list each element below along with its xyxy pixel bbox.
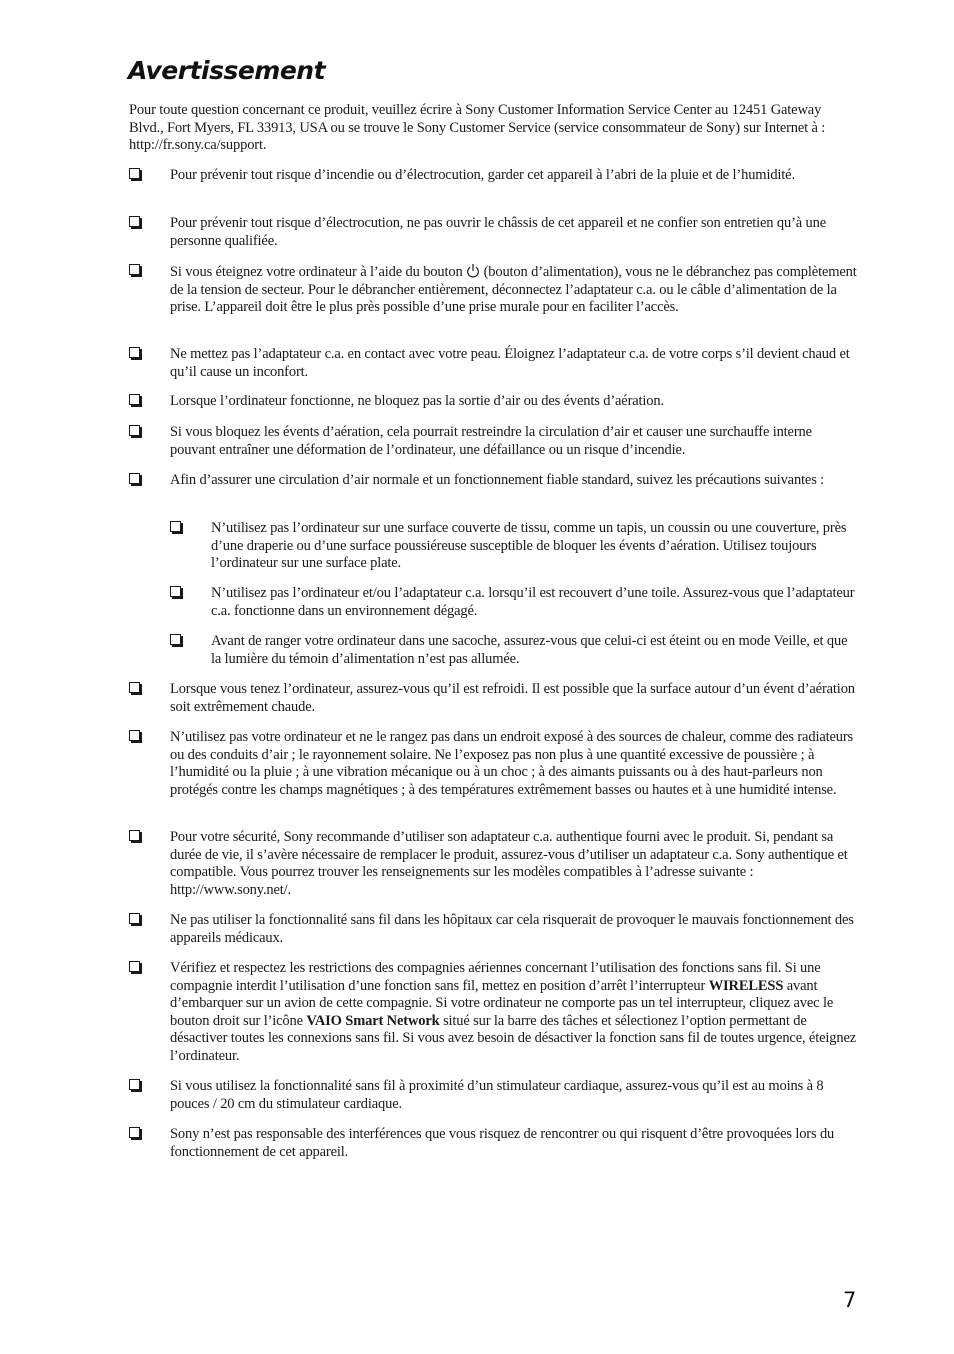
- warning-text: N’utilisez pas votre ordinateur et ne le rangez pas dans un endroit exposé à des sources de chaleur, comme des radiateurs ou des conduits d’air ; le rayonnement solaire. Ne l’exposez pas non plus à une quantité excessive de poussière ; à l’humidité ou la pluie ; à une vibration mécanique ou à un choc ; à des aimants puissants ou à des haut-parleurs non protégés contre les champs magnétiques ; à des températures extrêmement basses ou hautes et à une humidité intense.: [170, 729, 854, 798]
- warning-text: Pour prévenir tout risque d’électrocution, ne pas ouvrir le châssis de cet appareil et ne confier son entretien qu’à une personne qualifiée.: [170, 215, 827, 249]
- checkbox-bullet-icon: [170, 586, 181, 597]
- warning-item: [129, 912, 859, 947]
- checkbox-bullet-icon: [129, 216, 140, 227]
- warning-item: [129, 167, 859, 185]
- warning-text: Lorsque l’ordinateur fonctionne, ne bloquez pas la sortie d’air ou des évents d’aération.: [170, 393, 664, 409]
- warning-text: [170, 960, 859, 1066]
- warning-item: [129, 472, 859, 490]
- warning-item: [129, 681, 859, 716]
- warning-text-after-icon: (bouton d’alimentation), vous ne le débranchez pas complètement de la tension de secteur. Pour le débrancher entièrement, déconnectez l’adaptateur c.a. ou le câble d’alimentation de la prise. L’appareil doit être le plus près possible d’une prise murale pour en faciliter l’accès.: [170, 264, 857, 316]
- warning-item: [129, 346, 859, 381]
- warning-item: [129, 829, 859, 899]
- checkbox-bullet-icon: [129, 347, 140, 358]
- warning-text: Pour prévenir tout risque d’incendie ou d’électrocution, garder cet appareil à l’abri de la pluie et de l’humidité.: [170, 167, 795, 183]
- warning-text: Si vous bloquez les évents d’aération, cela pourrait restreindre la circulation d’air et causer une surchauffe interne pouvant entraîner une déformation de l’ordinateur, une défaillance ou un risque d’incendie.: [170, 424, 812, 458]
- checkbox-bullet-icon: [129, 473, 140, 484]
- warning-subtext: Avant de ranger votre ordinateur dans une sacoche, assurez-vous que celui-ci est éteint ou en mode Veille, et que la lumière du témoin d’alimentation n’est pas allumée.: [211, 633, 848, 667]
- checkbox-bullet-icon: [129, 830, 140, 841]
- warning-item: [129, 960, 859, 1066]
- page-title: Avertissement: [128, 56, 326, 85]
- warning-item: [129, 263, 859, 317]
- wireless-switch-label: WIRELESS: [708, 977, 784, 994]
- warning-text: Lorsque vous tenez l’ordinateur, assurez-vous qu’il est refroidi. Il est possible que la surface autour d’un évent d’aération soit extrêmement chaude.: [170, 681, 855, 715]
- warning-subitem: [170, 585, 859, 620]
- warning-text: Pour votre sécurité, Sony recommande d’utiliser son adaptateur c.a. authentique fourni avec le produit. Si, pendant sa durée de vie, il s’avère nécessaire de remplacer le produit, assurez-vous d’utiliser un adaptateur c.a. Sony authentique et compatible. Vous pourrez trouver les renseignements sur les modèles compatibles à l’adresse suivante : http://www.sony.net/.: [170, 829, 848, 898]
- power-icon: [466, 263, 480, 279]
- warning-item: [129, 1078, 859, 1113]
- checkbox-bullet-icon: [129, 394, 140, 405]
- warning-text-before-icon: Si vous éteignez votre ordinateur à l’aide du bouton: [170, 264, 463, 280]
- warning-text: Sony n’est pas responsable des interférences que vous risquez de rencontrer ou qui risquent d’être provoquées lors du fonctionnement de cet appareil.: [170, 1126, 835, 1160]
- warning-subtext: N’utilisez pas l’ordinateur et/ou l’adaptateur c.a. lorsqu’il est recouvert d’une toile. Assurez-vous que l’adaptateur c.a. fonctionne dans un environnement dégagé.: [211, 585, 855, 619]
- checkbox-bullet-icon: [129, 425, 140, 436]
- warning-item: [129, 424, 859, 459]
- warning-text: Ne pas utiliser la fonctionnalité sans fil dans les hôpitaux car cela risquerait de provoquer le mauvais fonctionnement des appareils médicaux.: [170, 912, 854, 946]
- checkbox-bullet-icon: [129, 730, 140, 741]
- checkbox-bullet-icon: [129, 682, 140, 693]
- warning-subtext: N’utilisez pas l’ordinateur sur une surface couverte de tissu, comme un tapis, un coussin ou une couverture, près d’une draperie ou d’une surface poussiéreuse susceptible de bloquer les évents d’aération. Utilisez toujours l’ordinateur sur une surface plate.: [211, 520, 847, 572]
- checkbox-bullet-icon: [170, 634, 181, 645]
- warning-item: [129, 215, 859, 250]
- warning-subitem: [170, 520, 859, 573]
- warning-item: [129, 729, 859, 799]
- warning-text: Si vous utilisez la fonctionnalité sans fil à proximité d’un stimulateur cardiaque, assurez-vous qu’il est au moins à 8 pouces / 20 cm du stimulateur cardiaque.: [170, 1078, 824, 1112]
- checkbox-bullet-icon: [170, 521, 181, 532]
- checkbox-bullet-icon: [129, 1079, 140, 1090]
- warning-item: [129, 1126, 859, 1161]
- warning-text: [170, 263, 859, 317]
- checkbox-bullet-icon: [129, 913, 140, 924]
- warning-text-part: Vérifiez et respectez les restrictions des compagnies aériennes concernant l’utilisation des fonctions sans fil. Si une compagnie interdit l’utilisation d’une fonction sans fil, mettez en position d’arrêt l’interrupteur: [170, 960, 821, 994]
- vaio-smart-network-label: VAIO Smart Network: [306, 1012, 440, 1029]
- warning-text-part: situé sur la barre des tâches et sélectionez l’option permettant de désactiver toutes les connexions sans fil. Si vous avez besoin de désactiver la fonction sans fil de toutes urgence, éteignez l’ordinateur.: [170, 1012, 857, 1064]
- checkbox-bullet-icon: [129, 1127, 140, 1138]
- warning-text: Ne mettez pas l’adaptateur c.a. en contact avec votre peau. Éloignez l’adaptateur c.a. de votre corps s’il devient chaud et qu’il cause un inconfort.: [170, 346, 850, 380]
- warning-subitem: [170, 633, 859, 668]
- warning-text: Afin d’assurer une circulation d’air normale et un fonctionnement fiable standard, suivez les précautions suivantes :: [170, 472, 825, 488]
- warning-item: [129, 393, 859, 411]
- warning-text-part: avant d’embarquer sur un avion de cette compagnie. Si votre ordinateur ne comporte pas un tel interrupteur, cliquez avec le bouton droit sur l’icône: [170, 977, 834, 1029]
- checkbox-bullet-icon: [129, 168, 140, 179]
- intro-paragraph: Pour toute question concernant ce produit, veuillez écrire à Sony Customer Information Service Center au 12451 Gateway Blvd., Fort Myers, FL 33913, USA ou se trouve le Sony Customer Service (service consommateur de Sony) sur Internet à : http://fr.sony.ca/support.: [129, 102, 826, 154]
- page-number: 7: [843, 1288, 857, 1312]
- checkbox-bullet-icon: [129, 264, 140, 275]
- checkbox-bullet-icon: [129, 961, 140, 972]
